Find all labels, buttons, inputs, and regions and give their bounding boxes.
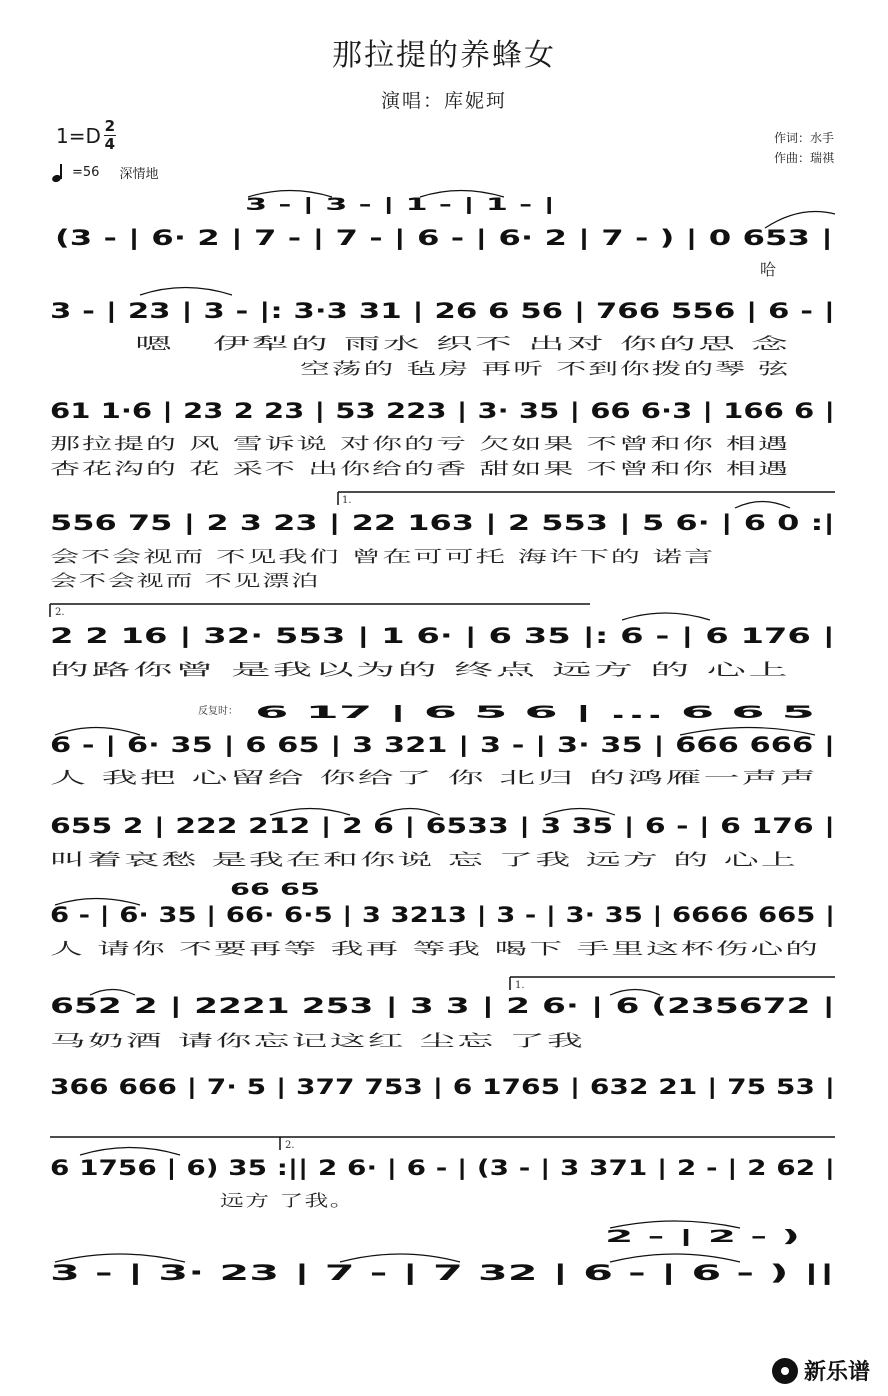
system-9 xyxy=(50,977,835,1050)
system-12 xyxy=(50,1221,835,1286)
tempo-value: =56 xyxy=(72,165,100,180)
time-bottom: 4 xyxy=(104,135,116,153)
system-4 xyxy=(50,492,835,590)
notation-line: (3 - | 6· 2 | 7 - | 7 - | 6 - | 6· 2 | 7 - ) | 0 653 | xyxy=(55,226,561,250)
lyric-line-1: 嗯 伊犁的 雨水 织不 出对 你的思 念 xyxy=(135,334,790,353)
composer: 作曲：瑞祺 xyxy=(773,151,834,165)
brand-logo xyxy=(772,1355,870,1386)
lyric-line-1: 马奶酒 请你忘记这红 尘忘 了我 xyxy=(50,1031,585,1050)
system-1 xyxy=(55,191,835,280)
lyric-line-2: 会不会视而 不见漂泊 xyxy=(50,571,320,590)
notation-line: 3 - | 23 | 3 - |: 3·3 31 | 26 6 56 | 766 556 | 6 - | xyxy=(50,299,585,323)
notation-line: 61 1·6 | 23 2 23 | 53 223 | 3· 35 | 66 6·3 | 166 6 | xyxy=(50,399,617,423)
notation-line: 652 2 | 2221 253 | 3 3 | 2 6· | 6 (235672 | xyxy=(50,994,530,1018)
upper-voice-line: 6 17 | 6 5 6 | ... 6 6 5 xyxy=(255,703,815,723)
system-11 xyxy=(50,1137,835,1210)
notation-line: 6 - | 6· 35 | 6 65 | 3 321 | 3 - | 3· 35 | 666 666 | xyxy=(50,733,591,757)
ending-2-label: 2. xyxy=(285,1140,295,1151)
key-label: 1=D xyxy=(56,123,101,148)
song-title: 那拉提的养蜂女 xyxy=(332,38,556,73)
lyric-line-1: 人 我把 心留给 你给了 你 北归 的鸿雁一声声 xyxy=(50,768,818,787)
lyricist: 作词：水手 xyxy=(773,131,834,145)
singer-credit: 演唱：库妮珂 xyxy=(380,90,507,112)
record-disc-icon xyxy=(772,1358,798,1384)
ending-2-label: 2. xyxy=(55,607,65,618)
notation-line: 6 1756 | 6) 35 :|| 2 6· | 6 - | (3 - | 3 371 | 2 - | 2 62 | xyxy=(50,1156,642,1180)
lyric-line-1: 人 请你 不要再等 我再 等我 喝下 手里这杯伤心的 xyxy=(50,939,820,958)
lyric-line-1: 远方 了我。 xyxy=(220,1191,355,1210)
upper-voice-line: 2 - | 2 - ) xyxy=(605,1227,800,1247)
lyric-line-1: 叫着哀愁 是我在和你说 忘 了我 远方 的 心上 xyxy=(50,850,798,869)
system-8 xyxy=(50,880,835,958)
system-10 xyxy=(50,1075,835,1100)
time-top: 2 xyxy=(104,117,116,135)
lyric-line-1: 的路你曾 是我以为的 终点 远方 的 心上 xyxy=(50,660,791,679)
lyric-line-1: 会不会视而 不见我们 曾在可可托 海许下的 诺言 xyxy=(50,547,715,566)
notation-line: 556 75 | 2 3 23 | 22 163 | 2 553 | 5 6· | 6 0 :| xyxy=(50,511,566,535)
notation-line: 3 - | 3· 23 | 7 - | 7 32 | 6 - | 6 - ) || xyxy=(50,1261,434,1285)
lyric-line-2: 空荡的 毡房 再听 不到你拨的琴 弦 xyxy=(300,359,790,378)
expression-mark: 深情地 xyxy=(119,167,159,182)
brand-name: 新乐谱 xyxy=(803,1360,870,1385)
notation-line: 2 2 16 | 32· 553 | 1 6· | 6 35 |: 6 - | 6 176 | xyxy=(50,624,539,648)
system-7 xyxy=(50,809,835,870)
system-6 xyxy=(50,703,835,787)
notation-line: 366 666 | 7· 5 | 377 753 | 6 1765 | 632 21 | 75 53 | xyxy=(50,1075,638,1099)
ending-1-label: 1. xyxy=(342,495,352,506)
upper-voice-line: 3 - | 3 - | 1 - | 1 - | xyxy=(245,195,555,215)
system-2 xyxy=(50,288,835,379)
lyric-line: 哈 xyxy=(760,260,778,279)
ending-1-label: 1. xyxy=(515,980,525,991)
notation-line: 6 - | 6· 35 | 66· 6·5 | 3 3213 | 3 - | 3· 35 | 6666 665 | xyxy=(50,903,650,927)
system-3 xyxy=(50,399,835,478)
repeat-label: 反复时： xyxy=(198,706,238,717)
system-5 xyxy=(50,604,835,679)
lyric-line-2: 杏花沟的 花 采不 出你给的香 甜如果 不曾和你 相遇 xyxy=(50,459,790,478)
upper-voice-line: 66 65 xyxy=(230,880,320,900)
notation-line: 655 2 | 222 212 | 2 6 | 6533 | 3 35 | 6 - | 6 176 | xyxy=(50,814,602,838)
lyric-line-1: 那拉提的 风 雪诉说 对你的亏 欠如果 不曾和你 相遇 xyxy=(50,434,790,453)
